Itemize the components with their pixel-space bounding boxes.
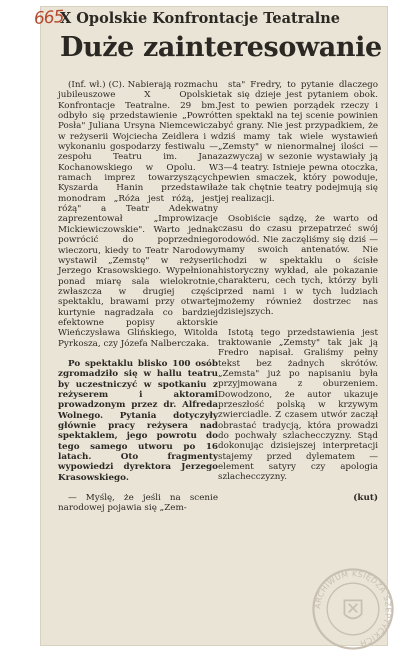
newspaper-clipping bbox=[33, 6, 393, 648]
article-kicker: X Opolskie Konfrontacje Teatralne bbox=[60, 10, 341, 27]
archive-stamp bbox=[310, 566, 396, 652]
paragraph-quote-start: — Myślę, że jeśli na scenie narodowej pojawia się „Zem- bbox=[58, 493, 218, 514]
paragraph-genealogy: Osobiście sądzę, że warto od czasu do czasu przepatrzeć swój rodowód. Nie zaczęliśmy się dziś — mamy swoich antenatów. Nie chodzi w spektaklu o ścisłe historyczny wykład, ale pokazanie charakteru, cech tych, którzy byli przed nami i w tych ludziach możemy również dostrzec nas dzisiejszych. bbox=[218, 214, 378, 318]
paragraph-gap bbox=[58, 483, 218, 493]
author-signature: (kut) bbox=[353, 492, 378, 503]
paragraph-intro: (Inf. wł.) (C). Nabierają rozmachu jubileuszowe X Opolskie Konfrontacje Teatralne. 29 bm. odbyło się przedstawienie „Powrót Posła" Juliana Ursyna Niemcewicza w reżyserii Wojciecha Zeidlera i w wykonaniu gospodarzy festiwalu — zespołu Teatru im. Jana Kochanowskiego w Opolu. W ramach imprez towarzyszących Kyszarda Hanin przedstawiła monodram „Róża jest różą, jest różą" a Teatr Adekwatny zaprezentował „Improwizacje Mickiewiczowskie". Warto jednak powrócić do poprzedniego wieczoru, kiedy to Teatr Narodowy wystawił „Zemstę" w reżyserii Jerzego Krasowskiego. Wypełniona ponad miarę sala wielokrotnie, zwłaszcza w drugiej części spektaklu, brawami przy otwartej kurtynie nagradzała co bardziej efektowne popisy aktorskie Wieńczysława Glińskiego, Witolda Pyrkosza, czy Józefa Nalberczaka. bbox=[58, 80, 218, 349]
article-title: Duże zainteresowanie bbox=[60, 32, 382, 63]
right-column bbox=[218, 80, 378, 503]
paragraph-meeting: Po spektaklu blisko 100 osób zgromadziło się w hallu teatru by uczestniczyć w spotkaniu z reżyserem i aktorami prowadzonym przez dr. Alfreda Wolnego. Pytania dotyczyły głównie pracy reżysera nad spektaklem, jego powrotu do tego samego utworu po 16 latach. Oto fragmenty wypowiedzi dyrektora Jerzego Krasowskiego. bbox=[58, 358, 218, 483]
handwritten-number: 665 bbox=[33, 6, 65, 30]
paragraph-gap bbox=[58, 349, 218, 359]
left-column bbox=[58, 80, 218, 514]
paragraph-interpretation: Istotą tego przedstawienia jest traktowanie „Zemsty" tak jak ją Fredro napisał. Graliśmy pełny tekst bez żadnych skrótów. „Zemsta" już po napisaniu była przyjmowana z oburzeniem. Dowodzono, że autor ukazuje przeszłość polską w krzywym zwierciadle. Z czasem utwór zaczął obrastać tradycją, która prowadzi do pochwały szlachecczyzny. Stąd dokonując dzisiejszej interpretacji stajemy przed dylematem — element satyry czy apologia szlachecczyzny. bbox=[218, 327, 378, 483]
stamp-text: ARCHIWUM KSIĘDZA SZEPTYCKICH bbox=[313, 569, 393, 648]
crest-icon bbox=[344, 600, 361, 618]
paragraph-continuation: sta" Fredry, to pytanie dlaczego tak się dzieje jest pytaniem obok. Jest to pewien porządek rzeczy i ten spektakl na tej scenie powinien być grany. Nie jest przypadkiem, że dziś mamy tak wiele wystawień „Zemsty" w nienormalnej ilości — zazwyczaj w sezonie wystawiały ją 3—4 teatry. Istnieje pewna otoczka, pewien smaczek, który powoduje, że tak chętnie teatry podejmują się jej realizacji. bbox=[218, 80, 378, 204]
